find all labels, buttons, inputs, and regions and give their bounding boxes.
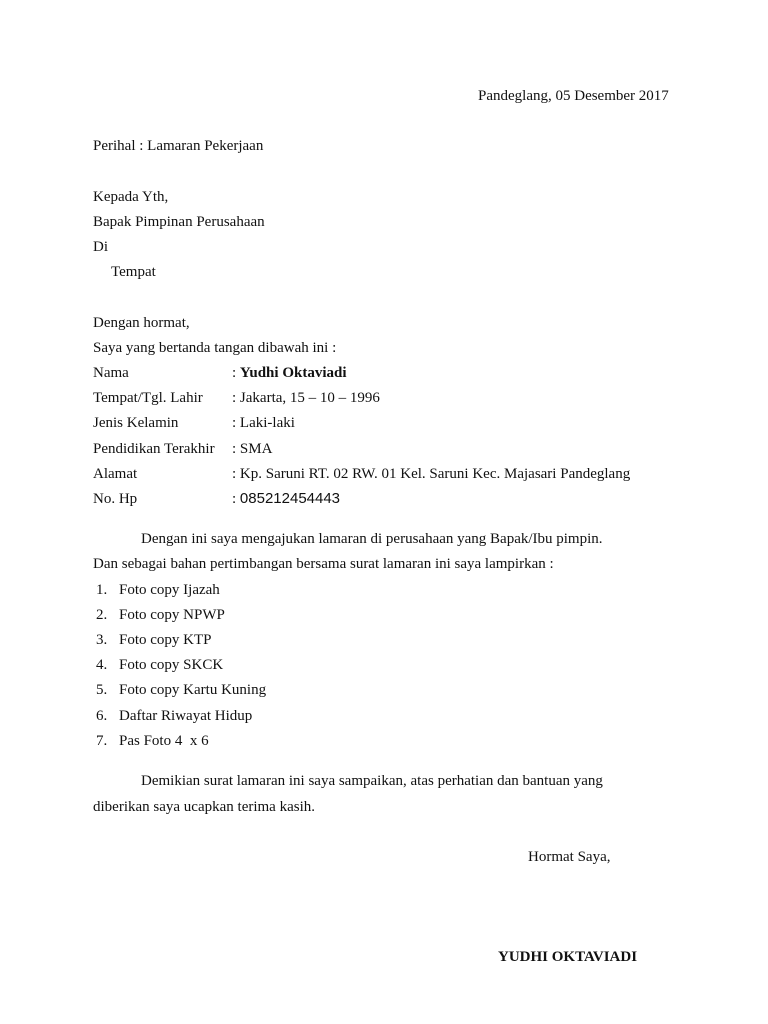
attachment-number: 1. (96, 582, 108, 598)
attachment-item: Foto copy Kartu Kuning (119, 682, 267, 698)
greeting: Dengan hormat, (93, 315, 190, 331)
bio-sep: : (232, 415, 240, 431)
closing-line-2: diberikan saya ucapkan terima kasih. (93, 799, 315, 815)
bio-label-address: Alamat (93, 466, 138, 482)
bio-label-gender: Jenis Kelamin (93, 415, 179, 431)
bio-sep: : (232, 365, 240, 381)
bio-label-nama: Nama (93, 365, 129, 381)
place-date: Pandeglang, 05 Desember 2017 (478, 88, 669, 104)
bio-sep: : (232, 441, 240, 457)
intro-line: Saya yang bertanda tangan dibawah ini : (93, 340, 337, 356)
recipient-line-4: Tempat (111, 264, 156, 280)
bio-birth-value: Jakarta, 15 – 10 – 1996 (239, 390, 380, 406)
bio-value-nama (232, 364, 347, 382)
attachment-item: Foto copy Ijazah (119, 582, 220, 598)
bio-gender-value: Laki-laki (239, 415, 295, 431)
bio-value-education (232, 440, 272, 458)
attachment-item: Daftar Riwayat Hidup (119, 708, 253, 724)
bio-name-value: Yudhi Oktaviadi (239, 365, 347, 381)
attachment-item: Pas Foto 4 x 6 (119, 733, 209, 749)
bio-sep: : (232, 390, 240, 406)
bio-address-value: Kp. Saruni RT. 02 RW. 01 Kel. Saruni Kec. Majasari Pandeglang (239, 466, 631, 482)
bio-sep: : (232, 466, 240, 482)
body-paragraph-1: Dengan ini saya mengajukan lamaran di perusahaan yang Bapak/Ibu pimpin. (141, 531, 603, 547)
attachment-number: 5. (96, 682, 108, 698)
bio-value-phone (232, 490, 340, 508)
attachment-item: Foto copy NPWP (119, 607, 225, 623)
body-paragraph-2: Dan sebagai bahan pertimbangan bersama surat lamaran ini saya lampirkan : (93, 556, 554, 572)
bio-sep: : (232, 491, 240, 507)
recipient-line-2: Bapak Pimpinan Perusahaan (93, 214, 265, 230)
attachment-number: 7. (96, 733, 108, 749)
recipient-line-1: Kepada Yth, (93, 189, 169, 205)
signer-name: YUDHI OKTAVIADI (498, 949, 638, 965)
bio-value-gender (232, 414, 295, 432)
attachment-item: Foto copy KTP (119, 632, 212, 648)
bio-value-birth (232, 389, 380, 407)
regards: Hormat Saya, (528, 849, 611, 865)
attachment-number: 4. (96, 657, 108, 673)
bio-education-value: SMA (239, 441, 273, 457)
attachment-number: 2. (96, 607, 108, 623)
attachment-number: 3. (96, 632, 108, 648)
attachment-number: 6. (96, 708, 108, 724)
bio-phone-value: 085212454443 (239, 490, 341, 507)
attachment-item: Foto copy SKCK (119, 657, 224, 673)
bio-value-address (232, 465, 630, 483)
bio-label-phone: No. Hp (93, 491, 138, 507)
recipient-line-3: Di (93, 239, 108, 255)
subject-line: Perihal : Lamaran Pekerjaan (93, 138, 264, 154)
bio-label-education: Pendidikan Terakhir (93, 441, 215, 457)
closing-line-1: Demikian surat lamaran ini saya sampaikan, atas perhatian dan bantuan yang (141, 773, 603, 789)
bio-label-birth: Tempat/Tgl. Lahir (93, 390, 203, 406)
